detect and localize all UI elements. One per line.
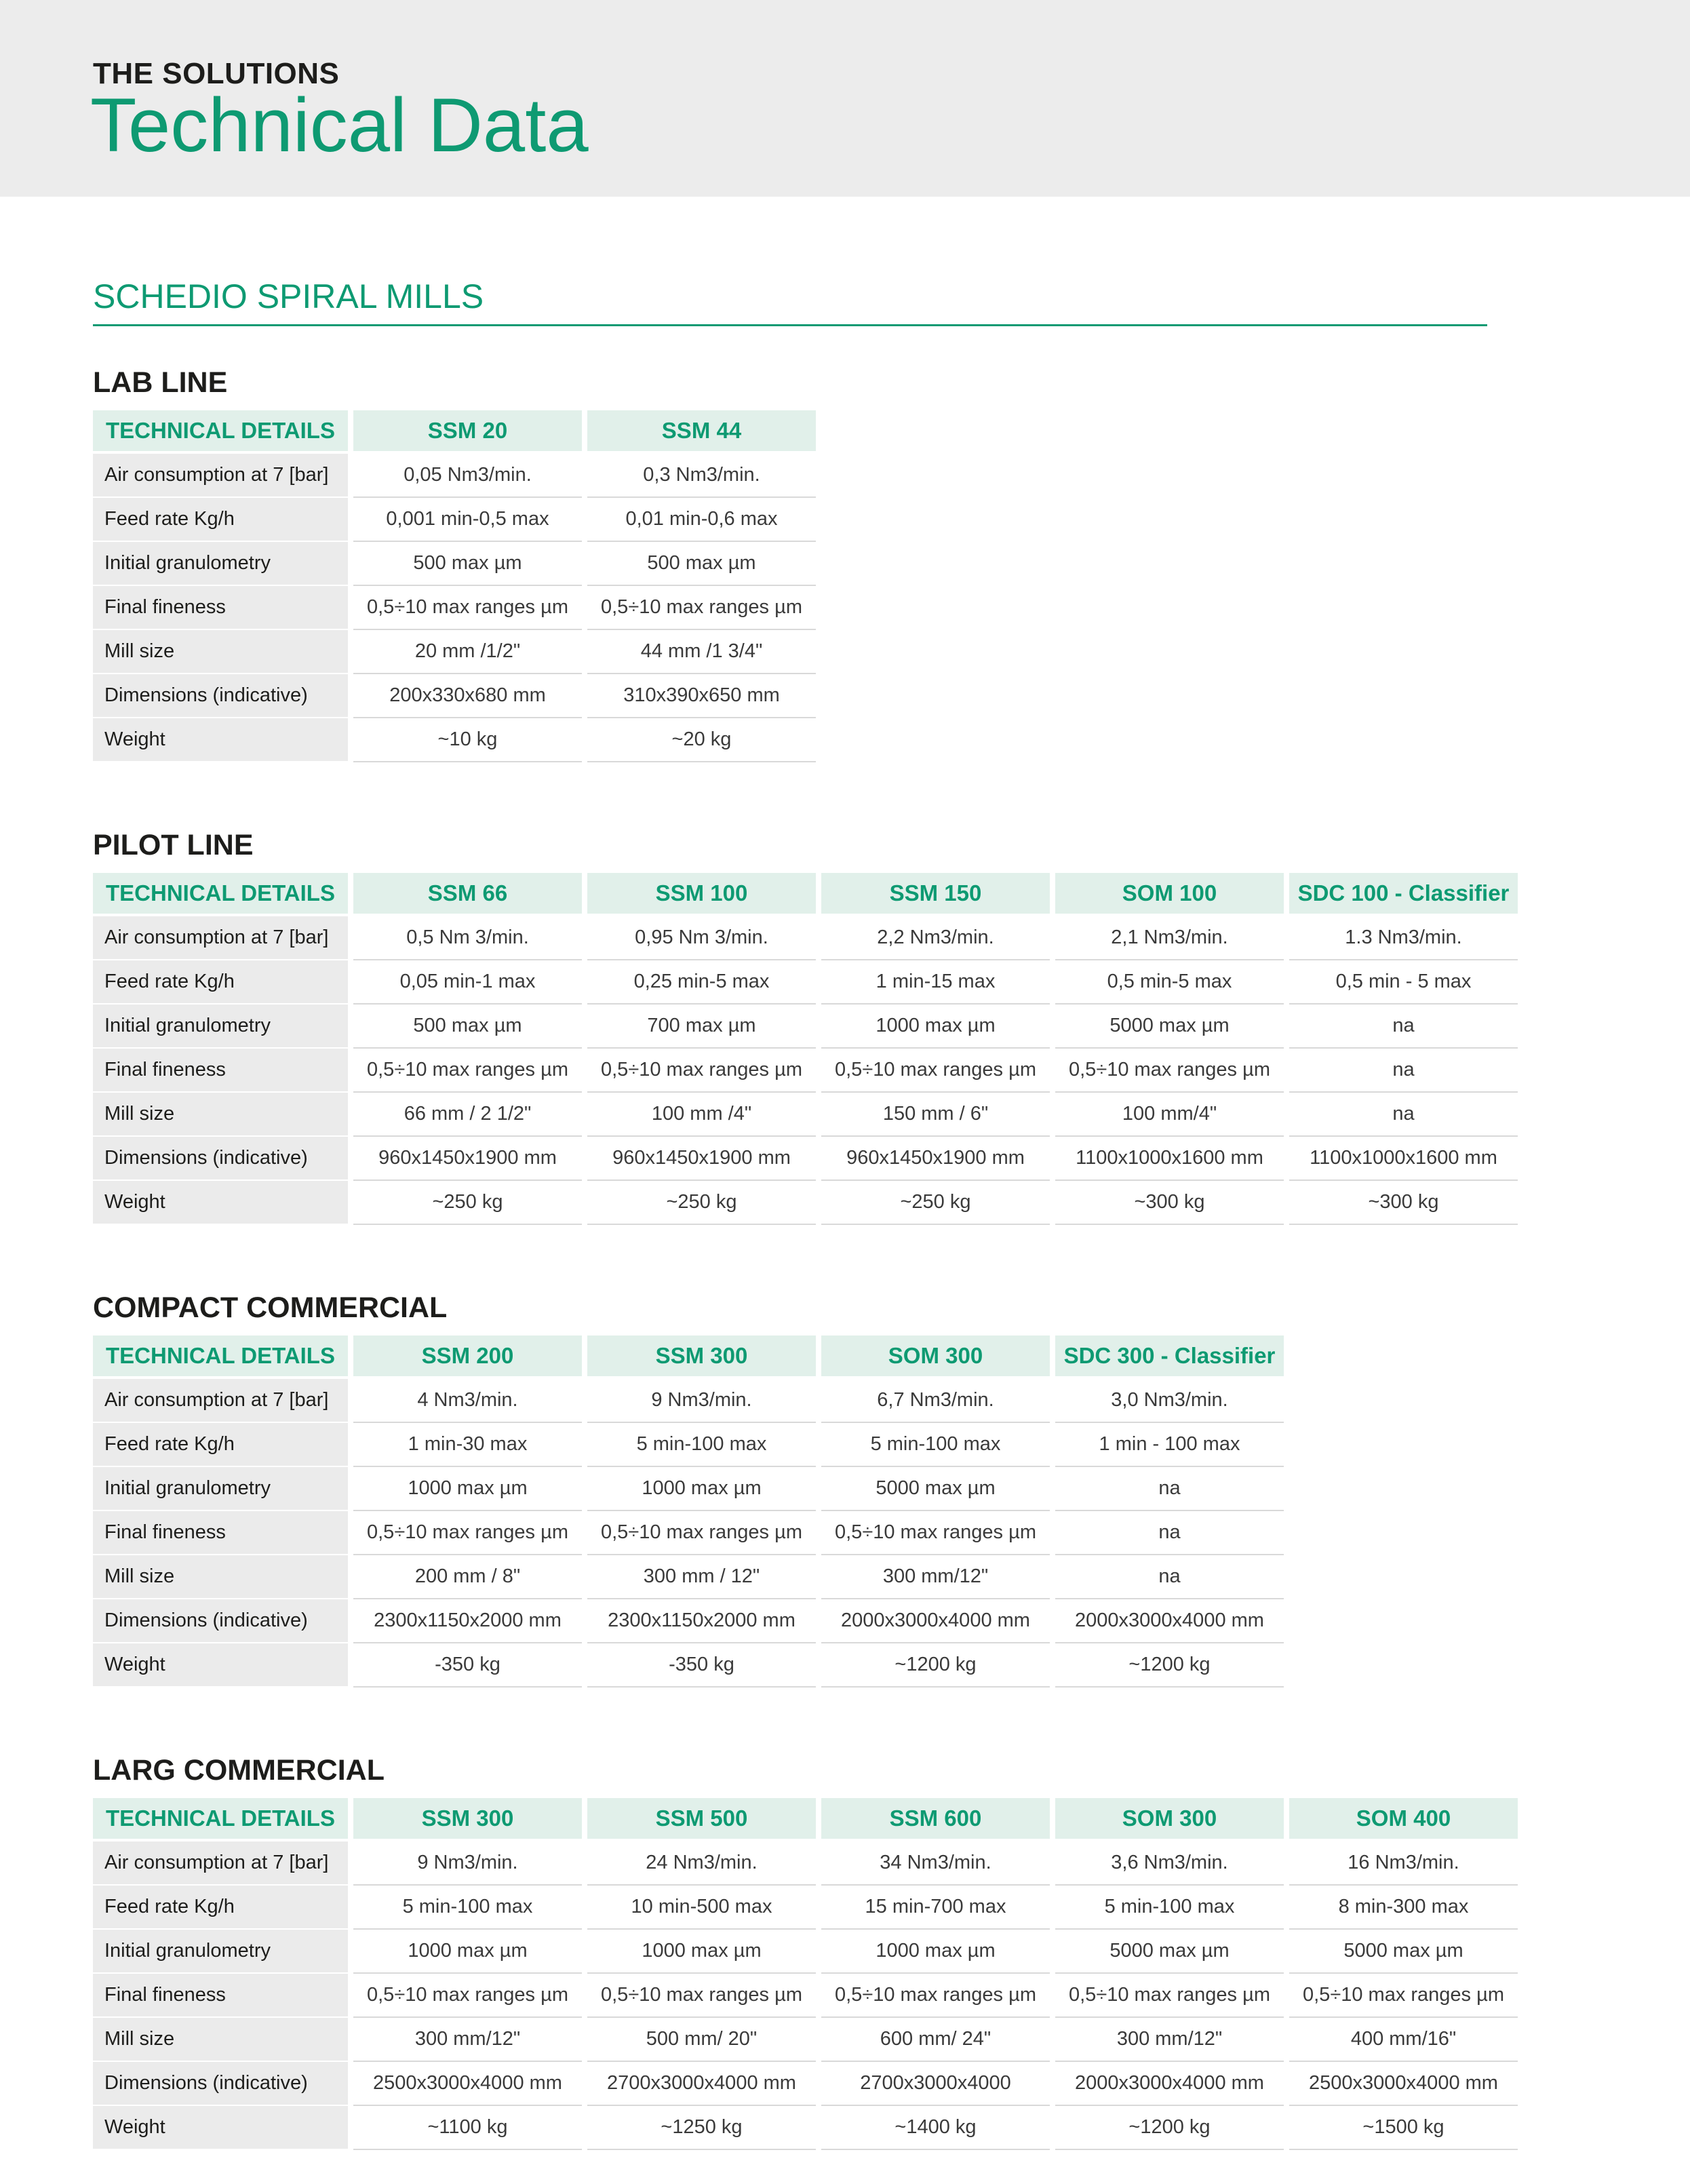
table-row	[93, 454, 816, 498]
table-cell: 500 max µm	[353, 542, 582, 586]
column-header: SSM 300	[353, 1798, 582, 1841]
table-row	[93, 960, 1518, 1005]
table-cell: 24 Nm3/min.	[587, 1841, 816, 1886]
table-cell: 0,001 min-0,5 max	[353, 498, 582, 542]
table-cell: 150 mm / 6"	[821, 1093, 1050, 1137]
table-cell: 0,5÷10 max ranges µm	[1055, 1974, 1284, 2018]
page-title: Technical Data	[90, 83, 589, 168]
row-label: Air consumption at 7 [bar]	[93, 454, 348, 498]
column-header: SDC 300 - Classifier	[1055, 1335, 1284, 1379]
column-header: SSM 500	[587, 1798, 816, 1841]
table-cell: 960x1450x1900 mm	[821, 1137, 1050, 1181]
row-label: Initial granulometry	[93, 1467, 348, 1511]
table-cell: 2300x1150x2000 mm	[353, 1599, 582, 1643]
table-cell: ~300 kg	[1055, 1181, 1284, 1225]
table-cell: 960x1450x1900 mm	[353, 1137, 582, 1181]
table-cell: 1 min-15 max	[821, 960, 1050, 1005]
table-cell: 0,25 min-5 max	[587, 960, 816, 1005]
table-cell: 2000x3000x4000 mm	[1055, 2062, 1284, 2106]
table-cell: 200 mm / 8"	[353, 1555, 582, 1599]
column-header: SSM 300	[587, 1335, 816, 1379]
row-label: Weight	[93, 2106, 348, 2150]
table-cell: na	[1289, 1093, 1518, 1137]
table-cell: 5000 max µm	[1055, 1930, 1284, 1974]
pilot-line-title: PILOT LINE	[93, 829, 254, 861]
table-cell: na	[1289, 1049, 1518, 1093]
table-header-row	[93, 1798, 1518, 1841]
row-label: Final fineness	[93, 1511, 348, 1555]
column-header: SOM 100	[1055, 873, 1284, 916]
table-row	[93, 1379, 1284, 1423]
table-row	[93, 1841, 1518, 1886]
table-cell: 100 mm/4"	[1055, 1093, 1284, 1137]
table-row	[93, 1555, 1284, 1599]
row-label: Final fineness	[93, 1049, 348, 1093]
table-cell: 300 mm / 12"	[587, 1555, 816, 1599]
column-header: SSM 66	[353, 873, 582, 916]
table-cell: 1000 max µm	[821, 1005, 1050, 1049]
table-cell: 2700x3000x4000	[821, 2062, 1050, 2106]
table-row	[93, 718, 816, 762]
table-cell: 300 mm/12"	[353, 2018, 582, 2062]
table-cell: 0,5÷10 max ranges µm	[821, 1511, 1050, 1555]
row-label: Mill size	[93, 1555, 348, 1599]
table-header-row	[93, 1335, 1284, 1379]
row-label: Final fineness	[93, 586, 348, 630]
table-row	[93, 1467, 1284, 1511]
row-label: Weight	[93, 718, 348, 762]
table-cell: 0,5÷10 max ranges µm	[353, 586, 582, 630]
row-label: Final fineness	[93, 1974, 348, 2018]
table-row	[93, 1049, 1518, 1093]
table-cell: 0,5÷10 max ranges µm	[353, 1974, 582, 2018]
table-cell: 200x330x680 mm	[353, 674, 582, 718]
table-cell: 0,5÷10 max ranges µm	[353, 1511, 582, 1555]
table-cell: 2000x3000x4000 mm	[821, 1599, 1050, 1643]
table-cell: ~1200 kg	[1055, 2106, 1284, 2150]
table-header-row	[93, 873, 1518, 916]
table-cell: 5000 max µm	[1289, 1930, 1518, 1974]
table-cell: 500 max µm	[587, 542, 816, 586]
table-cell: 1 min - 100 max	[1055, 1423, 1284, 1467]
table-row	[93, 542, 816, 586]
table-row	[93, 1974, 1518, 2018]
table-cell: ~1500 kg	[1289, 2106, 1518, 2150]
row-label: Feed rate Kg/h	[93, 960, 348, 1005]
table-cell: ~1400 kg	[821, 2106, 1050, 2150]
row-label: Feed rate Kg/h	[93, 498, 348, 542]
table-cell: 0,3 Nm3/min.	[587, 454, 816, 498]
table-cell: ~1200 kg	[821, 1643, 1050, 1688]
table-cell: na	[1055, 1555, 1284, 1599]
row-label: Weight	[93, 1181, 348, 1225]
table-cell: ~20 kg	[587, 718, 816, 762]
table-cell: 0,05 Nm3/min.	[353, 454, 582, 498]
row-label: Air consumption at 7 [bar]	[93, 916, 348, 960]
table-row	[93, 1511, 1284, 1555]
row-label: Initial granulometry	[93, 1005, 348, 1049]
table-cell: 300 mm/12"	[821, 1555, 1050, 1599]
lab-line-table	[87, 410, 821, 762]
column-header: SSM 100	[587, 873, 816, 916]
table-cell: 1 min-30 max	[353, 1423, 582, 1467]
table-cell: 0,5 Nm 3/min.	[353, 916, 582, 960]
table-cell: na	[1055, 1467, 1284, 1511]
table-row	[93, 1886, 1518, 1930]
column-header: SSM 600	[821, 1798, 1050, 1841]
table-row	[93, 2018, 1518, 2062]
table-cell: 500 mm/ 20"	[587, 2018, 816, 2062]
table-row	[93, 2062, 1518, 2106]
column-header: SOM 300	[1055, 1798, 1284, 1841]
table-cell: 2000x3000x4000 mm	[1055, 1599, 1284, 1643]
column-header: SSM 200	[353, 1335, 582, 1379]
table-cell: 300 mm/12"	[1055, 2018, 1284, 2062]
table-cell: 1000 max µm	[587, 1467, 816, 1511]
table-cell: 500 max µm	[353, 1005, 582, 1049]
table-cell: ~250 kg	[821, 1181, 1050, 1225]
table-row	[93, 630, 816, 674]
table-cell: 0,5÷10 max ranges µm	[1055, 1049, 1284, 1093]
table-cell: 15 min-700 max	[821, 1886, 1050, 1930]
table-cell: 6,7 Nm3/min.	[821, 1379, 1050, 1423]
section-divider	[93, 324, 1487, 326]
table-cell: 0,5 min - 5 max	[1289, 960, 1518, 1005]
table-cell: 44 mm /1 3/4"	[587, 630, 816, 674]
table-cell: 1000 max µm	[353, 1930, 582, 1974]
page-header	[0, 0, 1690, 197]
table-row	[93, 498, 816, 542]
column-header-technical-details: TECHNICAL DETAILS	[93, 1798, 348, 1841]
column-header: SOM 300	[821, 1335, 1050, 1379]
column-header-technical-details: TECHNICAL DETAILS	[93, 873, 348, 916]
row-label: Air consumption at 7 [bar]	[93, 1841, 348, 1886]
table-cell: na	[1055, 1511, 1284, 1555]
table-cell: 0,5÷10 max ranges µm	[821, 1974, 1050, 2018]
table-cell: 0,5÷10 max ranges µm	[587, 1974, 816, 2018]
larg-commercial-table	[87, 1798, 1523, 2150]
table-cell: 310x390x650 mm	[587, 674, 816, 718]
row-label: Dimensions (indicative)	[93, 1599, 348, 1643]
table-cell: 3,6 Nm3/min.	[1055, 1841, 1284, 1886]
table-cell: 2500x3000x4000 mm	[1289, 2062, 1518, 2106]
table-cell: 5 min-100 max	[821, 1423, 1050, 1467]
table-cell: 0,5÷10 max ranges µm	[821, 1049, 1050, 1093]
row-label: Mill size	[93, 630, 348, 674]
pilot-line-table	[87, 873, 1523, 1225]
table-cell: 34 Nm3/min.	[821, 1841, 1050, 1886]
table-cell: -350 kg	[353, 1643, 582, 1688]
table-cell: 1000 max µm	[821, 1930, 1050, 1974]
table-cell: 2500x3000x4000 mm	[353, 2062, 582, 2106]
table-cell: 0,5÷10 max ranges µm	[587, 586, 816, 630]
table-cell: -350 kg	[587, 1643, 816, 1688]
table-row	[93, 1599, 1284, 1643]
table-row	[93, 1643, 1284, 1688]
column-header-technical-details: TECHNICAL DETAILS	[93, 1335, 348, 1379]
table-cell: 1000 max µm	[353, 1467, 582, 1511]
column-header: SSM 44	[587, 410, 816, 454]
table-cell: na	[1289, 1005, 1518, 1049]
row-label: Weight	[93, 1643, 348, 1688]
table-cell: 0,5÷10 max ranges µm	[587, 1511, 816, 1555]
table-row	[93, 2106, 1518, 2150]
row-label: Dimensions (indicative)	[93, 674, 348, 718]
table-cell: 4 Nm3/min.	[353, 1379, 582, 1423]
table-row	[93, 1423, 1284, 1467]
compact-commercial-title: COMPACT COMMERCIAL	[93, 1291, 448, 1324]
table-cell: 960x1450x1900 mm	[587, 1137, 816, 1181]
table-cell: 3,0 Nm3/min.	[1055, 1379, 1284, 1423]
row-label: Dimensions (indicative)	[93, 2062, 348, 2106]
table-row	[93, 586, 816, 630]
table-cell: 5 min-100 max	[1055, 1886, 1284, 1930]
table-cell: 600 mm/ 24"	[821, 2018, 1050, 2062]
table-cell: 1.3 Nm3/min.	[1289, 916, 1518, 960]
table-cell: 100 mm /4"	[587, 1093, 816, 1137]
table-cell: 8 min-300 max	[1289, 1886, 1518, 1930]
table-row	[93, 916, 1518, 960]
larg-commercial-title: LARG COMMERCIAL	[93, 1754, 385, 1787]
table-cell: 0,05 min-1 max	[353, 960, 582, 1005]
column-header-technical-details: TECHNICAL DETAILS	[93, 410, 348, 454]
table-cell: 2700x3000x4000 mm	[587, 2062, 816, 2106]
table-cell: ~250 kg	[587, 1181, 816, 1225]
table-cell: 0,5÷10 max ranges µm	[587, 1049, 816, 1093]
table-cell: ~1200 kg	[1055, 1643, 1284, 1688]
table-cell: 16 Nm3/min.	[1289, 1841, 1518, 1886]
table-cell: 9 Nm3/min.	[587, 1379, 816, 1423]
table-cell: 400 mm/16"	[1289, 2018, 1518, 2062]
header-eyebrow: THE SOLUTIONS	[93, 57, 340, 90]
table-cell: 1100x1000x1600 mm	[1055, 1137, 1284, 1181]
row-label: Initial granulometry	[93, 542, 348, 586]
table-cell: ~1250 kg	[587, 2106, 816, 2150]
lab-line-title: LAB LINE	[93, 366, 228, 399]
table-cell: 0,5 min-5 max	[1055, 960, 1284, 1005]
table-header-row	[93, 410, 816, 454]
table-cell: 66 mm / 2 1/2"	[353, 1093, 582, 1137]
table-row	[93, 1093, 1518, 1137]
table-cell: 5 min-100 max	[353, 1886, 582, 1930]
row-label: Dimensions (indicative)	[93, 1137, 348, 1181]
section-title: SCHEDIO SPIRAL MILLS	[93, 277, 484, 315]
row-label: Mill size	[93, 1093, 348, 1137]
table-cell: 1000 max µm	[587, 1930, 816, 1974]
table-cell: 0,01 min-0,6 max	[587, 498, 816, 542]
row-label: Initial granulometry	[93, 1930, 348, 1974]
table-cell: 20 mm /1/2"	[353, 630, 582, 674]
table-cell: 1100x1000x1600 mm	[1289, 1137, 1518, 1181]
table-cell: 10 min-500 max	[587, 1886, 816, 1930]
table-cell: 5000 max µm	[821, 1467, 1050, 1511]
table-cell: ~300 kg	[1289, 1181, 1518, 1225]
row-label: Mill size	[93, 2018, 348, 2062]
table-cell: ~10 kg	[353, 718, 582, 762]
table-cell: 5 min-100 max	[587, 1423, 816, 1467]
table-cell: 9 Nm3/min.	[353, 1841, 582, 1886]
table-cell: ~1100 kg	[353, 2106, 582, 2150]
row-label: Feed rate Kg/h	[93, 1886, 348, 1930]
table-cell: 0,5÷10 max ranges µm	[353, 1049, 582, 1093]
table-cell: 0,5÷10 max ranges µm	[1289, 1974, 1518, 2018]
table-cell: 2,2 Nm3/min.	[821, 916, 1050, 960]
column-header: SSM 150	[821, 873, 1050, 916]
column-header: SOM 400	[1289, 1798, 1518, 1841]
column-header: SSM 20	[353, 410, 582, 454]
table-cell: 0,95 Nm 3/min.	[587, 916, 816, 960]
row-label: Feed rate Kg/h	[93, 1423, 348, 1467]
table-cell: 2300x1150x2000 mm	[587, 1599, 816, 1643]
table-row	[93, 1930, 1518, 1974]
table-cell: 700 max µm	[587, 1005, 816, 1049]
table-row	[93, 1137, 1518, 1181]
table-row	[93, 1005, 1518, 1049]
row-label: Air consumption at 7 [bar]	[93, 1379, 348, 1423]
table-cell: 2,1 Nm3/min.	[1055, 916, 1284, 960]
table-row	[93, 1181, 1518, 1225]
column-header: SDC 100 - Classifier	[1289, 873, 1518, 916]
table-row	[93, 674, 816, 718]
table-cell: 5000 max µm	[1055, 1005, 1284, 1049]
table-cell: ~250 kg	[353, 1181, 582, 1225]
compact-commercial-table	[87, 1335, 1289, 1688]
